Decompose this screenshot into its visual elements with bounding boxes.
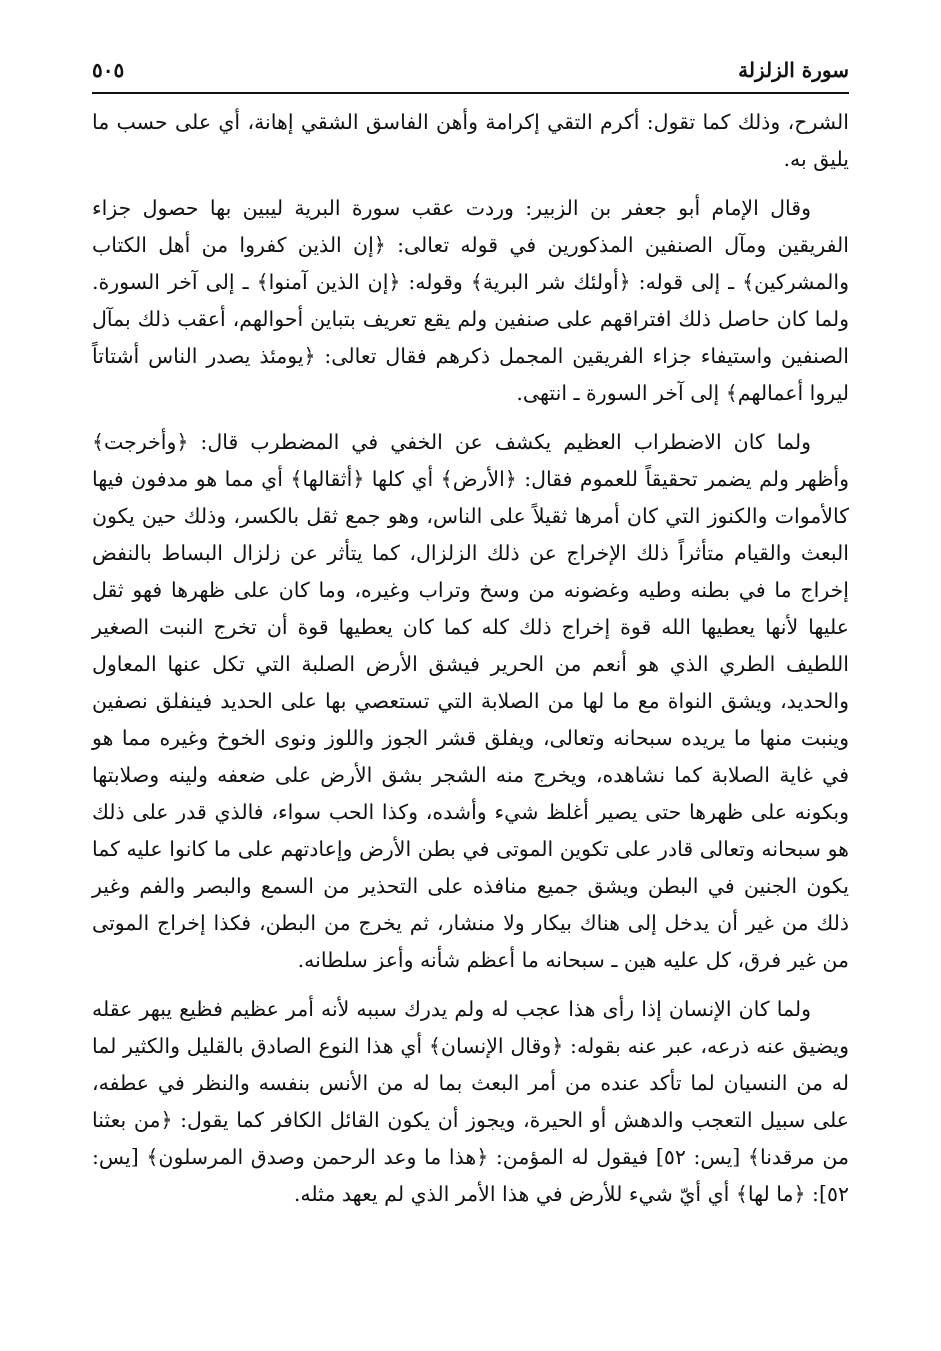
paragraph: وقال الإمام أبو جعفر بن الزبير: وردت عقب سورة البرية ليبين بها حصول جزاء الفريقين ومآل الصنفين المذكورين في قوله تعالى: ﴿إن الذين كفروا من أهل الكتاب والمشركين﴾ ـ إلى قوله: ﴿أولئك شر البرية﴾ وقوله: ﴿إن الذين آمنوا﴾ ـ إلى آخر السورة. ولما كان حاصل ذلك افتراقهم على صنفين ولم يقع تعريف بتباين أحوالهم، أعقب ذلك بمآل الصنفين واستيفاء جزاء الفريقين المجمل ذكرهم فقال تعالى: ﴿يومئذ يصدر الناس أشتاتاً ليروا أعمالهم﴾ إلى آخر السورة ـ انتهى. [92, 196, 849, 405]
paragraph: الشرح، وذلك كما تقول: أكرم التقي إكرامة وأهن الفاسق الشقي إهانة، أي على حسب ما يليق به. [92, 110, 849, 171]
running-title: سورة الزلزلة [738, 58, 849, 82]
body-text [92, 104, 849, 1213]
page-header [92, 50, 849, 90]
paragraph: ولما كان الاضطراب العظيم يكشف عن الخفي في المضطرب قال: ﴿وأخرجت﴾ وأظهر ولم يضمر تحقيقاً للعموم فقال: ﴿الأرض﴾ أي كلها ﴿أثقالها﴾ أي مما هو مدفون فيها كالأموات والكنوز التي كان أمرها ثقيلاً على الناس، وهو جمع ثقل بالكسر، وذلك حين يكون البعث والقيام متأثراً ذلك الإخراج عن ذلك الزلزال، كما يتأثر عن زلزال البساط بالنفض إخراج ما في بطنه وطيه وغضونه من وسخ وتراب وغيره، وما كان على ظهرها فهو ثقل عليها لأنها يعطيها الله قوة إخراج ذلك كله كما كان يعطيها قوة أن تخرج النبت الصغير اللطيف الطري الذي هو أنعم من الحرير فيشق الأرض الصلبة التي تكل عنها المعاول والحديد، ويشق النواة مع ما لها من الصلابة التي تستعصي بها على الحديد فينفلق نصفين وينبت منها ما يريده سبحانه وتعالى، ويفلق قشر الجوز واللوز ونوى الخوخ وغيره مما هو في غاية الصلابة كما نشاهده، ويخرج منه الشجر بشق الأرض على ضعفه ولينه وصلابتها وبكونه على ظهرها حتى يصير أغلظ شيء وأشده، وكذا الحب سواء، فالذي قدر على ذلك هو سبحانه وتعالى قادر على تكوين الموتى في بطن الأرض وإعادتهم على ما كانوا عليه كما يكون الجنين في البطن ويشق جميع منافذه على التحذير من السمع والبصر والفم وغير ذلك من غير أن يدخل إلى هناك بيكار ولا منشار، ثم يخرج من البطن، فكذا إخراج الموتى من غير فرق، كل عليه هين ـ سبحانه ما أعظم شأنه وأعز سلطانه. [92, 430, 849, 972]
header-rule [92, 92, 849, 94]
paragraph: ولما كان الإنسان إذا رأى هذا عجب له ولم يدرك سببه لأنه أمر عظيم فظيع يبهر عقله ويضيق عنه ذرعه، عبر عنه بقوله: ﴿وقال الإنسان﴾ أي هذا النوع الصادق بالقليل والكثير لما له من النسيان لما تأكد عنده من أمر البعث بما له من الأنس بنفسه والنظر في عطفه، على سبيل التعجب والدهش أو الحيرة، ويجوز أن يكون القائل الكافر كما يقول: ﴿من بعثنا من مرقدنا﴾ [يس: ٥٢] فيقول له المؤمن: ﴿هذا ما وعد الرحمن وصدق المرسلون﴾ [يس: ٥٢]: ﴿ما لها﴾ أي أيّ شيء للأرض في هذا الأمر الذي لم يعهد مثله. [92, 997, 849, 1206]
page-number: ٥٠٥ [92, 58, 125, 82]
